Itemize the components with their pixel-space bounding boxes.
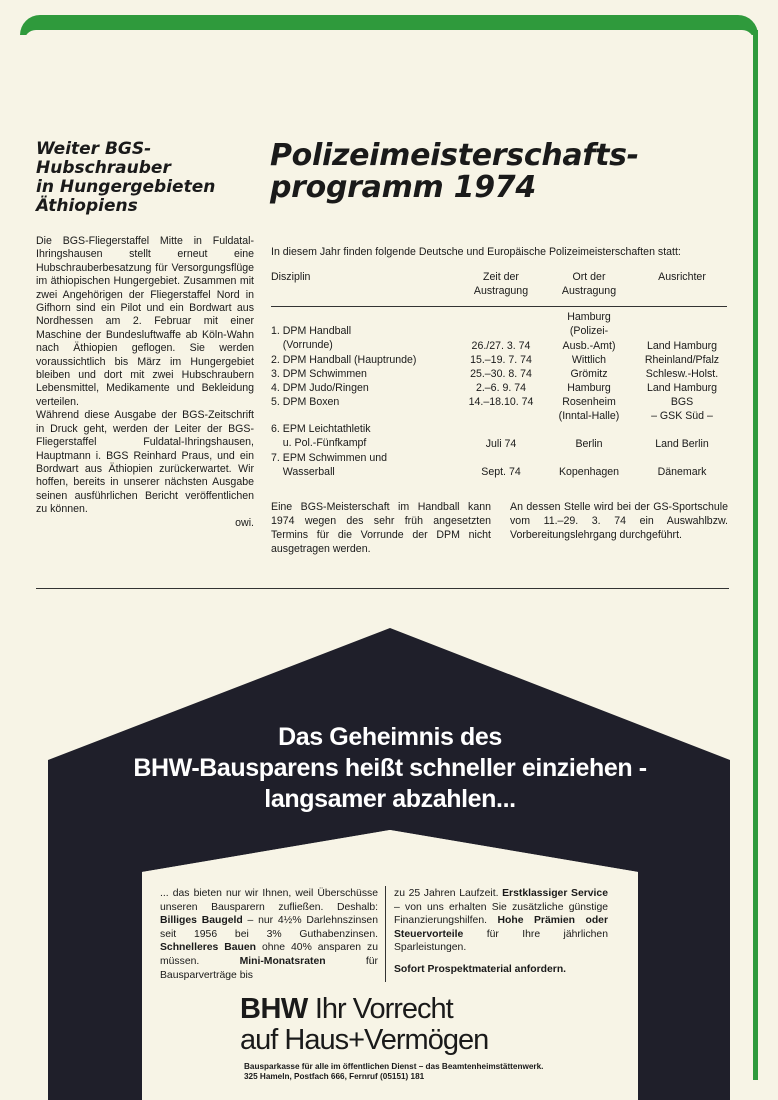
cell-disziplin: 4. DPM Judo/Ringen: [271, 382, 369, 394]
cell-ort: Hamburg: [567, 382, 611, 394]
bhw-wordmark: BHW: [240, 993, 308, 1025]
cell-disziplin: 5. DPM Boxen: [271, 396, 340, 408]
signature: owi.: [235, 516, 254, 529]
cell-zeit: 25.–30. 8. 74: [470, 368, 532, 380]
cell-zeit: Sept. 74: [481, 466, 521, 478]
ad-highlight: Billiges Baugeld: [160, 915, 243, 927]
ad-text: für Ihre jährlichen Sparleistungen.: [394, 928, 608, 954]
cell-ausrichter: Rheinland/Pfalz: [644, 354, 720, 366]
ad-column-divider: [385, 886, 386, 982]
header-disziplin: Disziplin: [271, 271, 311, 283]
cell-zeit: 15.–19. 7. 74: [470, 354, 532, 366]
cell-disziplin: 7. EPM Schwimmen und Wasserball: [271, 452, 387, 479]
ad-cta: Sofort Prospektmaterial anfordern.: [394, 963, 567, 975]
left-article-body: [36, 235, 254, 530]
intro-text: In diesem Jahr finden folgende Deutsche und Europäische Polizeimeisterschaften statt:: [271, 246, 681, 258]
cell-ort: Kopenhagen: [558, 466, 620, 478]
right-title-line: programm 1974: [270, 170, 536, 205]
cell-ort: Hamburg (Polizei- Ausb.-Amt): [562, 311, 616, 352]
left-title-line: Weiter BGS-: [36, 139, 152, 159]
ad-highlight: Mini-Monatsraten: [239, 955, 326, 967]
cell-ausrichter: BGS – GSK Süd –: [651, 396, 713, 423]
ad-text: zu 25 Jahren Laufzeit.: [394, 888, 503, 899]
ad-text: ohne 40% ansparen zu müssen.: [160, 942, 378, 967]
cell-disziplin: 1. DPM Handball (Vorrunde): [271, 325, 352, 352]
ad-headline-line: BHW-Bausparens heißt schneller einziehen -: [133, 754, 647, 782]
ad-small-print: Bausparkasse für alle im öffentlichen Dienst – das Beamtenheimstättenwerk. 325 Hameln, Postfach 666, Fernruf (05151) 181: [244, 1062, 544, 1081]
cell-ausrichter: Land Hamburg: [646, 340, 718, 352]
ad-text: ... das bieten nur wir Ihnen, weil Überschüsse unseren Bausparern zufließen. Deshalb:: [160, 888, 378, 913]
ad-text: – von uns erhalten Sie zusätzliche günstige Finanzierungshilfen.: [394, 901, 608, 927]
ad-copy-left: [160, 887, 378, 982]
right-title-line: Polizeimeisterschafts-: [270, 138, 639, 173]
cell-ausrichter: Land Hamburg: [646, 382, 718, 394]
cell-ort: Berlin: [575, 438, 603, 450]
cell-ausrichter: Dänemark: [657, 466, 707, 478]
cell-ausrichter: Land Berlin: [655, 438, 709, 450]
header-zeit: Zeit der Austragung: [473, 271, 529, 297]
logo-tagline-1: Ihr Vorrecht: [314, 993, 453, 1025]
logo-tagline-2: auf Haus+Vermögen: [240, 1024, 489, 1056]
left-paragraph-2: Während diese Ausgabe der BGS-Zeitschrift in Druck geht, werden der Leiter der BGS-Fliegerstaffel Fuldatal-Ihringshausen, Hauptmann i. BGS Reinhard Praus, und ein Bordwart aus Äthiopien zurückerwartet. Wir hoffen, bereits in unserer nächsten Ausgabe seinen ausführlichen Bericht veröffentlichen zu können.: [36, 409, 254, 516]
cell-zeit: Juli 74: [485, 438, 517, 450]
footnote-left: Eine BGS-Meisterschaft im Handball kann 1974 wegen des sehr früh angesetzten Termins für die Vorrunde der DPM nicht ausgetragen werden.: [271, 501, 491, 555]
cell-zeit: 2.–6. 9. 74: [475, 382, 527, 394]
header-ort: Ort der Austragung: [561, 271, 617, 297]
cell-disziplin: 3. DPM Schwimmen: [271, 368, 367, 380]
left-title-line: Hubschrauber: [36, 158, 171, 178]
left-title-line: Äthiopiens: [36, 196, 138, 216]
ad-highlight: Hohe Prämien oder Steuervorteile: [394, 915, 608, 940]
ad-headline: [60, 722, 720, 815]
section-divider: [36, 588, 729, 589]
ad-text: – nur 4½% Darlehnszinsen seit 1956 bei 3% Guthabenzinsen.: [160, 915, 378, 940]
cell-ausrichter: Schlesw.-Holst.: [645, 368, 719, 380]
cell-ort: Rosenheim (Inntal-Halle): [558, 396, 620, 423]
left-title-line: in Hungergebieten: [36, 177, 216, 197]
ad-highlight: Schnelleres Bauen: [160, 942, 257, 954]
left-paragraph-1: Die BGS-Fliegerstaffel Mitte in Fuldatal-Ihringshausen stellt erneut eine Hubschrauberbesatzung für Versorgungsflüge im äthiopischen Hungergebiet. Zusammen mit zwei Angehörigen der Fliegerstaffel Nord in Gifhorn sind ein Pilot und ein Bordwart aus Nordhessen am 2. Februar mit einer Maschine der Bundesluftwaffe ab Köln-Wahn nach Äthiopien geflogen. Sie werden voraussichtlich bis März im Hungergebiet bleiben und dort mit zwei Hubschraubern Lebensmittel, Medikamente und Bekleidung verteilen.: [36, 235, 254, 408]
cell-zeit: 14.–18.10. 74: [468, 396, 534, 408]
cell-disziplin: 2. DPM Handball (Hauptrunde): [271, 354, 417, 366]
ad-headline-line: Das Geheimnis des: [278, 723, 502, 751]
cell-ort: Wittlich: [571, 354, 607, 366]
ad-headline-line: langsamer abzahlen...: [264, 785, 516, 813]
top-border-inner: [24, 30, 754, 42]
cell-ort: Grömitz: [570, 368, 608, 380]
ad-highlight: Erstklassiger Service: [502, 888, 608, 899]
table-rule: [271, 306, 727, 307]
right-article-title: [270, 140, 740, 204]
ad-text: für Bausparverträge bis: [160, 955, 378, 981]
footnote-right: An dessen Stelle wird bei der GS-Sportschule vom 11.–29. 3. 74 ein Auswahlbzw. Vorbereitungslehrgang durchgeführt.: [510, 501, 728, 541]
bhw-logo: [240, 994, 550, 1056]
cell-zeit: 26./27. 3. 74: [471, 340, 531, 352]
ad-copy-right: [394, 887, 608, 977]
cell-disziplin: 6. EPM Leichtathletik u. Pol.-Fünfkampf: [271, 423, 371, 450]
left-article-title: [36, 140, 256, 216]
header-ausrichter: Ausrichter: [658, 271, 706, 283]
